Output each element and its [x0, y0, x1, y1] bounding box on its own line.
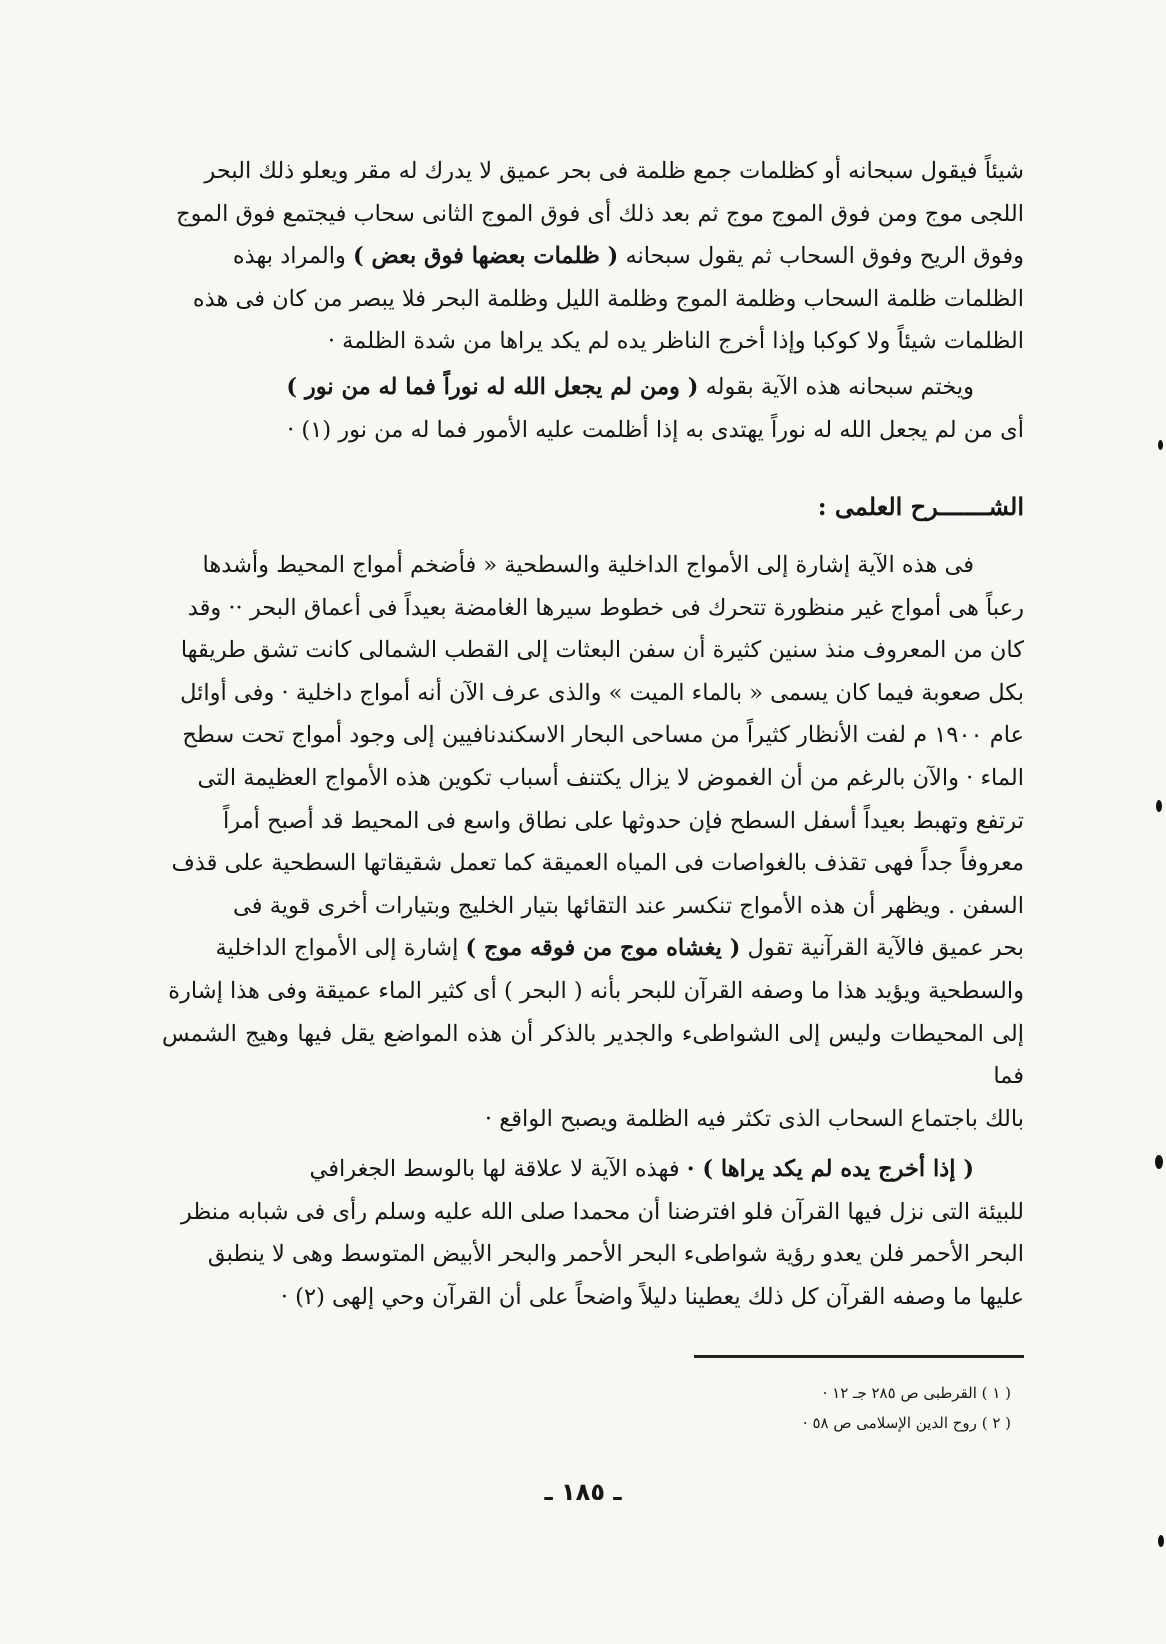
footnotes — [803, 1378, 1011, 1438]
text-line: الظلمات شيئاً ولا كوكبا وإذا أخرج الناظر يده لم يكد يراها من شدة الظلمة · — [327, 328, 1024, 355]
text-segment: فهذه الآية لا علاقة لها بالوسط الجغرافي — [309, 1156, 680, 1182]
text-line: أى من لم يجعل الله له نوراً يهتدى به إذا أظلمت عليه الأمور فما له من نور (١) · — [287, 416, 1024, 443]
text-segment: إشارة إلى الأمواج الداخلية — [215, 935, 459, 962]
text-line: الظلمات ظلمة السحاب وظلمة الموج وظلمة الليل وظلمة البحر فلا يبصر من كان فى هذه — [192, 285, 1024, 312]
text-line: للبيئة التى نزل فيها القرآن فلو افترضنا أن محمدا صلى الله عليه وسلم رأى فى شبابه منظر — [180, 1198, 1024, 1225]
text-line — [162, 1148, 1024, 1191]
text-line: البحر الأحمر فلن يعدو رؤية شواطىء البحر الأحمر والبحر الأبيض المتوسط وهى لا ينطبق — [207, 1241, 1024, 1268]
section-heading: الشـــــــرح العلمى : — [817, 492, 1024, 521]
text-line — [162, 927, 1024, 970]
text-line: رعباً هى أمواج غير منظورة تتحرك فى خطوط سيرها الغامضة بعيداً فى أعماق البحر ·· وقد — [187, 594, 1024, 621]
scan-mark — [1156, 800, 1162, 812]
paragraph-2 — [162, 366, 1024, 451]
footnote-separator — [694, 1355, 1024, 1358]
footnote: ( ١ ) القرطبى ص ٢٨٥ جـ ١٢ · — [822, 1384, 1011, 1402]
text-line: الماء · والآن بالرغم من أن الغموض لا يزال يكتنف أسباب تكوين هذه الأمواج العظيمة التى — [197, 764, 1024, 791]
footnote: ( ٢ ) روح الدين الإسلامى ص ٥٨ · — [802, 1414, 1011, 1432]
scan-mark — [1158, 1535, 1164, 1547]
text-line: بكل صعوبة فيما كان يسمى « بالماء الميت » والذى عرف الآن أنه أمواج داخلية · وفى أوائل — [180, 679, 1024, 706]
text-segment: بحر عميق فالآية القرآنية تقول — [747, 935, 1024, 962]
text-line: عام ١٩٠٠ م لفت الأنظار كثيراً من مساحى البحار الاسكندنافيين إلى وجود أمواج تحت سطح — [182, 722, 1024, 749]
text-line: والسطحية ويؤيد هذا ما وصفه القرآن للبحر بأنه ( البحر ) أى كثير الماء عميقة وفى هذا إشارة — [168, 977, 1024, 1004]
scan-mark — [1158, 440, 1163, 450]
paragraph-1 — [162, 150, 1024, 363]
paragraph-4 — [162, 1148, 1024, 1318]
text-line: عليها ما وصفه القرآن كل ذلك يعطينا دليلاً واضحاً على أن القرآن وحي إلهى (٢) · — [280, 1283, 1024, 1310]
text-line: معروفاً جداً فهى تقذف بالغواصات فى المياه العميقة كما تعمل شقيقاتها السطحية على قذف — [171, 850, 1024, 877]
quranic-quote: ( إذا أخرج يده لم يكد يراها ) · — [686, 1156, 974, 1182]
scan-mark — [1155, 1155, 1163, 1169]
text-line: ترتفع وتهبط بعيداً أسفل السطح فإن حدوثها على نطاق واسع فى المحيط قد أصبح أمراً — [222, 807, 1024, 834]
text-line: شيئاً فيقول سبحانه أو كظلمات جمع ظلمة فى بحر عميق لا يدرك له مقر ويعلو ذلك البحر — [204, 158, 1024, 184]
text-line: كان من المعروف منذ سنين كثيرة أن سفن البعثات إلى القطب الشمالى كانت تشق طريقها — [180, 637, 1024, 664]
text-line: السفن . ويظهر أن هذه الأمواج تنكسر عند التقائها بتيار الخليج وبتيارات أخرى قوية فى — [233, 892, 1024, 919]
quranic-quote: ( يغشاه موج من فوقه موج ) — [465, 935, 741, 962]
text-segment: وفوق الريح وفوق السحاب ثم يقول سبحانه — [625, 243, 1024, 270]
text-line: فى هذه الآية إشارة إلى الأمواج الداخلية والسطحية « فأضخم أمواج المحيط وأشدها — [202, 552, 974, 578]
page-number: ـ ١٨٥ ـ — [544, 1478, 622, 1506]
text-line — [162, 235, 1024, 278]
text-segment: والمراد بهذه — [232, 243, 346, 270]
text-line: بالك باجتماع السحاب الذى تكثر فيه الظلمة ويصبح الواقع · — [484, 1105, 1024, 1132]
paragraph-3 — [162, 544, 1024, 1140]
quranic-quote: ( ومن لم يجعل الله له نوراً فما له من نور ) — [286, 374, 699, 400]
text-segment: ويختم سبحانه هذه الآية بقوله — [705, 374, 974, 400]
text-line: اللجى موج ومن فوق الموج موج ثم بعد ذلك أى فوق الموج الثانى سحاب فيجتمع فوق الموج — [176, 200, 1024, 227]
text-line: إلى المحيطات وليس إلى الشواطىء والجدير بالذكر أن هذه المواضع يقل فيها وهيج الشمس فما — [162, 1020, 1024, 1090]
quranic-quote: ( ظلمات بعضها فوق بعض ) — [353, 243, 619, 270]
text-line — [162, 366, 1024, 409]
